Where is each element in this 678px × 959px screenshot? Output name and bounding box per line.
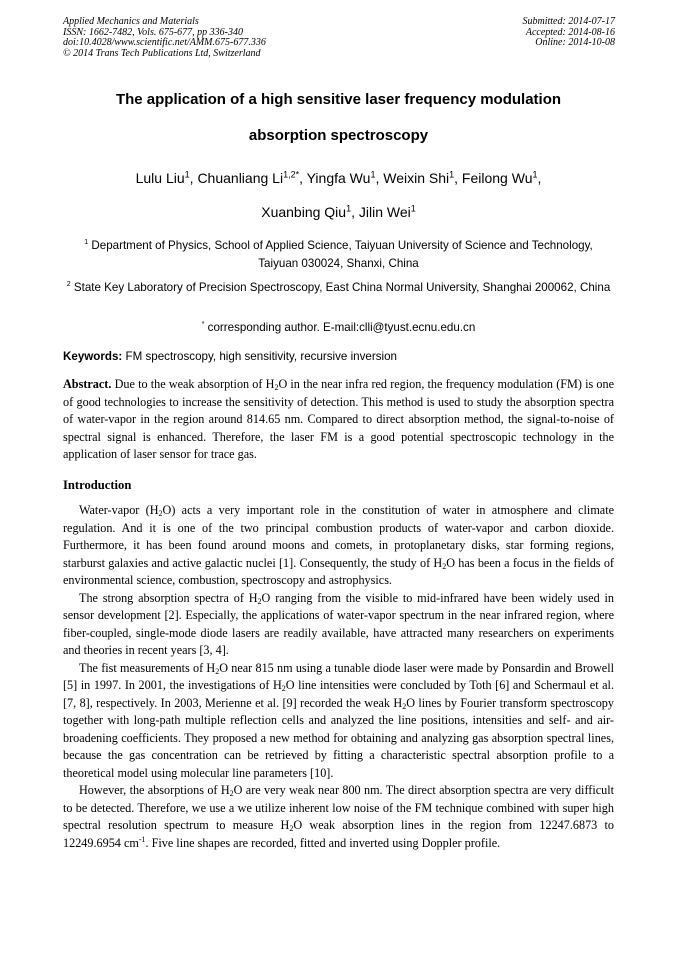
abstract-section: Abstract. Due to the weak absorption of $H_2O$ in the near infra red region, the frequency modulation (FM) is one of good technologies to increase the sensitivity of detection. This method is used to study the absorption spectra of water-vapor in the region around 814.65 nm. Compared to direct absorption method, the signal-to-noise of spectral signal is enhanced. Therefore, the laser FM is a good potential spectroscopic technology in the application of laser sensor for trace gas.	[63, 377, 615, 461]
paragraph: The strong absorption spectra of $H_2O$ ranging from the visible to mid-infrared have been widely used in sensor development [2]. Especially, the applications of water-vapor spectrum in the near infrared region, where fiber-coupled, single-mode diode lasers are readily available, have attracted many researchers on experiments and theories in recent years [3, 4].	[63, 590, 614, 657]
paragraph: Water-vapor $(H_2O)$ acts a very important role in the constitution of water in atmosphere and climate regulation. And it is one of the two principal combustion products of water-vapor and carbon dioxide. Furthermore, it has been found around moons and comets, in protoplanetary disks, star forming regions, starburst galaxies and active galactic nuclei [1]. Consequently, the study of $H_2O$ has been a focus in the fields of environmental science, combustion, spectroscopy and astrophysics.	[63, 503, 615, 587]
journal-doi: doi:10.4028/www.scientific.net/AMM.675-677.336	[63, 37, 266, 48]
journal-header-left	[63, 17, 266, 59]
affiliation-text: State Key Laboratory of Precision Spectroscopy, East China Normal University, Shanghai 200062, China	[73, 281, 611, 294]
author-name: Weixin Shi	[383, 170, 450, 186]
author-list-line1: Lulu Liu$^1$, Chuanliang $Li^{1,2*}$, Yingfa Wu$^1$, Weixin Shi$^1$, Feilong Wu$^1$,	[135, 169, 542, 186]
author-name: Jilin Wei	[358, 204, 411, 220]
corresponding-author	[63, 319, 614, 337]
online-date: Online: 2014-10-08	[535, 37, 615, 48]
affiliation-1	[63, 237, 614, 273]
author-affil-mark: 1	[449, 169, 455, 180]
affiliation-2	[63, 279, 614, 297]
abstract-label: Abstract.	[63, 377, 112, 391]
author-name: Yingfa Wu	[306, 170, 371, 186]
author-name: Lulu Liu	[135, 170, 185, 186]
affiliation-number: 1	[84, 239, 89, 247]
author-name: Feilong Wu	[461, 170, 533, 186]
journal-name: Applied Mechanics and Materials	[63, 16, 199, 27]
paragraph: However, the absorptions of $H_2O$ are very weak near 800 nm. The direct absorption spectra are very difficult to be detected. Therefore, we use a we utilize inherent low noise of the FM technique combined with super high spectral resolution spectrum to measure $H_2O$ weak absorption lines in the region from 12247.6873 to 12249.6954 $cm^{-1}$. Five line shapes are recorded, fitted and inverted using Doppler profile.	[63, 783, 614, 850]
affiliation-text: Department of Physics, School of Applied Science, Taiyuan University of Science and Technology, Taiyuan 030024, Shanxi, China	[91, 239, 593, 270]
paper-title-line2: absorption spectroscopy	[248, 127, 429, 144]
author-name: Chuanliang Li	[197, 170, 284, 186]
introduction-body	[63, 502, 614, 852]
journal-header-right	[523, 17, 616, 49]
author-list-line2: Xuanbing Qiu$^1$, Jilin Wei$^1$	[261, 203, 416, 220]
author-affil-mark: 1	[370, 169, 376, 180]
journal-issn: ISSN: 1662-7482, Vols. 675-677, pp 336-340	[63, 26, 243, 38]
paper-title-line1: The application of a high sensitive laser frequency modulation	[115, 91, 562, 108]
keywords-text: FM spectroscopy, high sensitivity, recursive inversion	[125, 350, 397, 363]
author-affil-mark: 1	[346, 203, 352, 214]
paragraph: The fist measurements of $H_2O$ near 815 nm using a tunable diode laser were made by Ponsardin and Browell [5] in 1997. In 2001, the investigations of $H_2O$ line intensities were concluded by Toth [6] and Schermaul et al. [7, 8], respectively. In 2003, Merienne et al. [9] recorded the weak $H_2O$ lines by Fourier transform spectroscopy together with long-path multiple reflection cells and analyzed the line positions, intensities and self- and air-broadening coefficients. They proposed a new method for obtaining and analyzing gas absorption spectral lines, because the gas concentration can be retrieved by fitting a characteristic spectral absorption profile to a theoretical model using molecular line parameters [10].	[63, 660, 614, 780]
keywords-section	[63, 349, 614, 365]
author-affil-mark: 1,2*	[283, 169, 300, 180]
corresponding-email: corresponding author. E-mail:clli@tyust.ecnu.edu.cn	[207, 321, 476, 334]
author-affil-mark: 1	[184, 169, 190, 180]
affiliation-number: 2	[66, 281, 71, 289]
introduction-heading: Introduction	[63, 478, 132, 492]
keywords-label: Keywords:	[63, 350, 123, 363]
submitted-date: Submitted: 2014-07-17	[522, 16, 615, 27]
author-name: Xuanbing Qiu	[261, 204, 347, 220]
author-affil-mark: 1	[532, 169, 538, 180]
corresponding-mark: *	[201, 321, 205, 329]
accepted-date: Accepted: 2014-08-16	[525, 26, 615, 38]
journal-copyright: © 2014 Trans Tech Publications Ltd, Switzerland	[63, 47, 261, 59]
author-affil-mark: 1	[410, 203, 416, 214]
